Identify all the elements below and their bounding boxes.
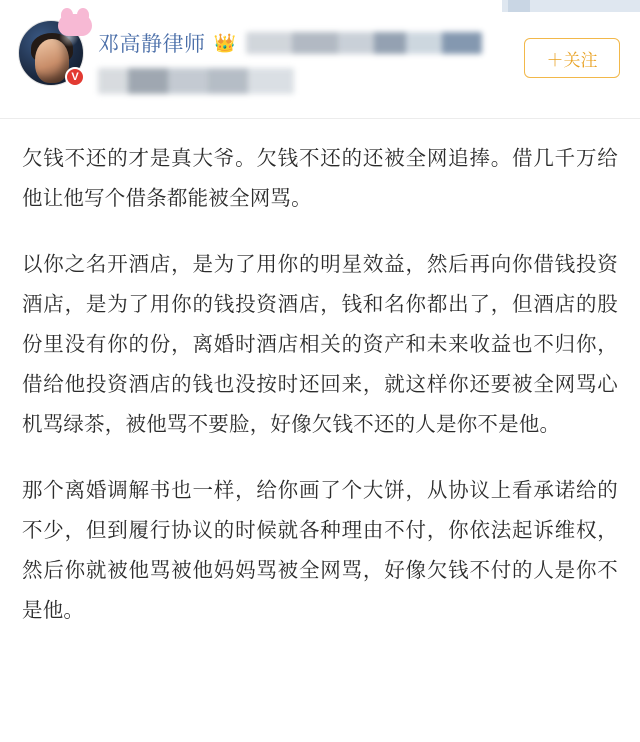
avatar[interactable] [18,20,84,86]
redacted-subtitle [98,68,294,94]
redacted-name-suffix [246,32,482,54]
post-paragraph: 那个离婚调解书也一样，给你画了个大饼，从协议上看承诺给的不少，但到履行协议的时候就各种理由不付，你依法起诉维权，然后你就被他骂被他妈妈骂被全网骂，好像欠钱不付的人是你不是他。 [22,479,618,622]
author-name[interactable]: 邓高静律师 [98,33,206,56]
crown-icon: 👑 [213,33,236,53]
post-paragraph: 欠钱不还的才是真大爷。欠钱不还的还被全网追捧。借几千万给他让他写个借条都能被全网骂。 [22,147,618,210]
post-header [0,0,640,118]
post-paragraph: 以你之名开酒店，是为了用你的明星效益，然后再向你借钱投资酒店，是为了用你的钱投资酒店，钱和名你都出了，但酒店的股份里没有你的份，离婚时酒店相关的资产和未来收益也不归你，借给他投资酒店的钱也没按时还回来，就这样你还要被全网骂心机骂绿茶，被他骂不要脸，好像欠钱不还的人是你不是他。 [22,253,618,436]
post-body [0,119,640,631]
follow-button[interactable]: ＋关注 [524,38,620,78]
verified-badge-icon: V [65,67,85,87]
avatar-decoration-icon [58,14,92,36]
bottom-edge-sliver [0,734,640,742]
